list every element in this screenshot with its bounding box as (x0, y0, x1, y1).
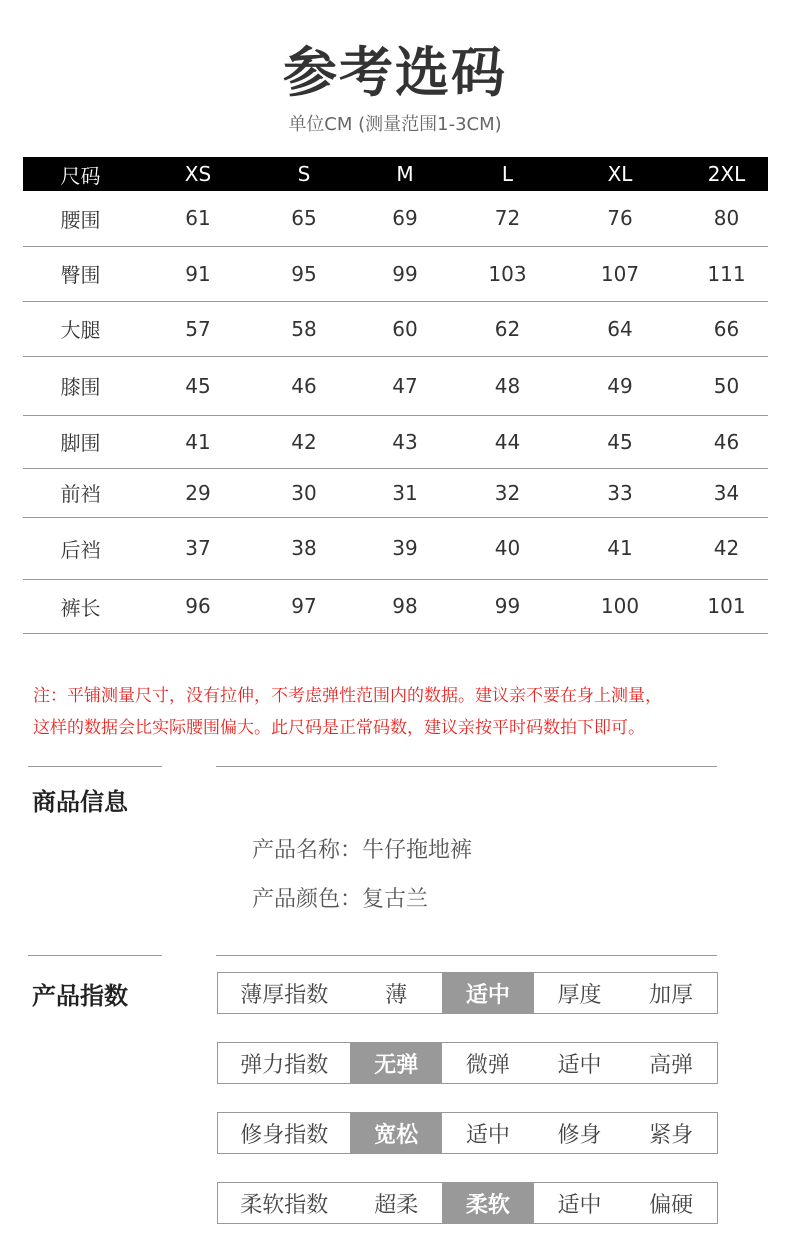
page-title: 参考选码 (283, 41, 507, 104)
index-label: 修身指数 (240, 1122, 329, 1148)
header-cell-s: S (258, 157, 350, 191)
index-row (217, 1042, 718, 1084)
size-value-cell: 37 (138, 517, 258, 579)
size-value-cell: 29 (138, 468, 258, 517)
size-value-cell: 99 (460, 579, 555, 633)
section-divider (28, 766, 162, 767)
index-option-selected: 柔软 (442, 1183, 534, 1223)
page-subtitle: 单位CM (测量范围1-3CM) (288, 114, 502, 135)
measurement-label-cell: 前裆 (23, 468, 138, 517)
size-value-cell: 58 (258, 301, 350, 356)
size-value-cell: 61 (138, 191, 258, 246)
size-value-cell: 30 (258, 468, 350, 517)
measurement-label-cell: 裤长 (23, 579, 138, 633)
size-value-cell: 45 (138, 356, 258, 415)
header-cell-m: M (350, 157, 460, 191)
header-cell-size: 尺码 (23, 157, 138, 191)
table-row (23, 246, 768, 301)
size-value-cell: 48 (460, 356, 555, 415)
table-row (23, 301, 768, 356)
section-divider (216, 766, 717, 767)
index-option: 适中 (557, 1192, 602, 1218)
size-value-cell: 39 (350, 517, 460, 579)
index-option-selected: 宽松 (350, 1113, 442, 1153)
index-option: 适中 (465, 1122, 510, 1148)
index-option: 高弹 (649, 1052, 694, 1078)
index-option: 微弹 (465, 1052, 510, 1078)
index-label: 薄厚指数 (240, 982, 329, 1008)
measurement-label-cell: 臀围 (23, 246, 138, 301)
measurement-label-cell: 大腿 (23, 301, 138, 356)
size-value-cell: 42 (685, 517, 768, 579)
size-value-cell: 65 (258, 191, 350, 246)
table-row (23, 579, 768, 633)
table-row (23, 356, 768, 415)
size-value-cell: 34 (685, 468, 768, 517)
measurement-note (33, 680, 773, 744)
table-row (23, 191, 768, 246)
size-value-cell: 100 (555, 579, 685, 633)
size-value-cell: 91 (138, 246, 258, 301)
measurement-label-cell: 腰围 (23, 191, 138, 246)
header-cell-xl: XL (555, 157, 685, 191)
index-option: 紧身 (649, 1122, 694, 1148)
size-value-cell: 80 (685, 191, 768, 246)
index-label: 柔软指数 (240, 1192, 329, 1218)
size-value-cell: 50 (685, 356, 768, 415)
index-option: 薄 (385, 982, 408, 1008)
size-value-cell: 42 (258, 415, 350, 468)
section-divider (216, 955, 717, 956)
size-table-header-row (23, 157, 768, 191)
size-value-cell: 111 (685, 246, 768, 301)
measurement-label-cell: 脚围 (23, 415, 138, 468)
note-line: 注：平铺测量尺寸，没有拉伸，不考虑弹性范围内的数据。建议亲不要在身上测量， (33, 686, 662, 706)
index-option-selected: 无弹 (350, 1043, 442, 1083)
size-value-cell: 96 (138, 579, 258, 633)
product-index-title: 产品指数 (32, 982, 128, 1010)
product-info-title: 商品信息 (32, 788, 128, 816)
size-value-cell: 38 (258, 517, 350, 579)
size-value-cell: 103 (460, 246, 555, 301)
size-value-cell: 76 (555, 191, 685, 246)
size-value-cell: 64 (555, 301, 685, 356)
size-value-cell: 41 (138, 415, 258, 468)
header-cell-2xl: 2XL (685, 157, 768, 191)
size-chart-table (23, 157, 768, 634)
product-name-line: 产品名称：牛仔拖地裤 (252, 838, 473, 863)
size-value-cell: 95 (258, 246, 350, 301)
size-value-cell: 33 (555, 468, 685, 517)
size-value-cell: 47 (350, 356, 460, 415)
size-value-cell: 60 (350, 301, 460, 356)
size-value-cell: 98 (350, 579, 460, 633)
table-row (23, 517, 768, 579)
index-option: 加厚 (649, 982, 694, 1008)
size-value-cell: 62 (460, 301, 555, 356)
index-row (217, 1112, 718, 1154)
size-value-cell: 46 (685, 415, 768, 468)
product-color-line: 产品颜色：复古兰 (252, 887, 429, 912)
measurement-label-cell: 后裆 (23, 517, 138, 579)
size-value-cell: 46 (258, 356, 350, 415)
index-option: 修身 (557, 1122, 602, 1148)
index-option: 厚度 (557, 982, 602, 1008)
section-divider (28, 955, 162, 956)
note-line: 这样的数据会比实际腰围偏大。此尺码是正常码数，建议亲按平时码数拍下即可。 (33, 718, 645, 738)
header-cell-xs: XS (138, 157, 258, 191)
index-option: 偏硬 (649, 1192, 694, 1218)
size-value-cell: 41 (555, 517, 685, 579)
size-value-cell: 32 (460, 468, 555, 517)
size-value-cell: 69 (350, 191, 460, 246)
index-row (217, 1182, 718, 1224)
size-value-cell: 40 (460, 517, 555, 579)
size-value-cell: 45 (555, 415, 685, 468)
size-value-cell: 107 (555, 246, 685, 301)
size-value-cell: 43 (350, 415, 460, 468)
size-value-cell: 57 (138, 301, 258, 356)
size-value-cell: 44 (460, 415, 555, 468)
size-value-cell: 66 (685, 301, 768, 356)
table-row (23, 415, 768, 468)
table-row (23, 468, 768, 517)
size-value-cell: 72 (460, 191, 555, 246)
header-cell-l: L (460, 157, 555, 191)
size-value-cell: 97 (258, 579, 350, 633)
index-label: 弹力指数 (240, 1052, 329, 1078)
measurement-label-cell: 膝围 (23, 356, 138, 415)
index-row (217, 972, 718, 1014)
index-option: 适中 (557, 1052, 602, 1078)
index-option: 超柔 (374, 1192, 419, 1218)
index-option-selected: 适中 (442, 973, 534, 1013)
size-value-cell: 31 (350, 468, 460, 517)
size-value-cell: 49 (555, 356, 685, 415)
size-value-cell: 99 (350, 246, 460, 301)
size-value-cell: 101 (685, 579, 768, 633)
